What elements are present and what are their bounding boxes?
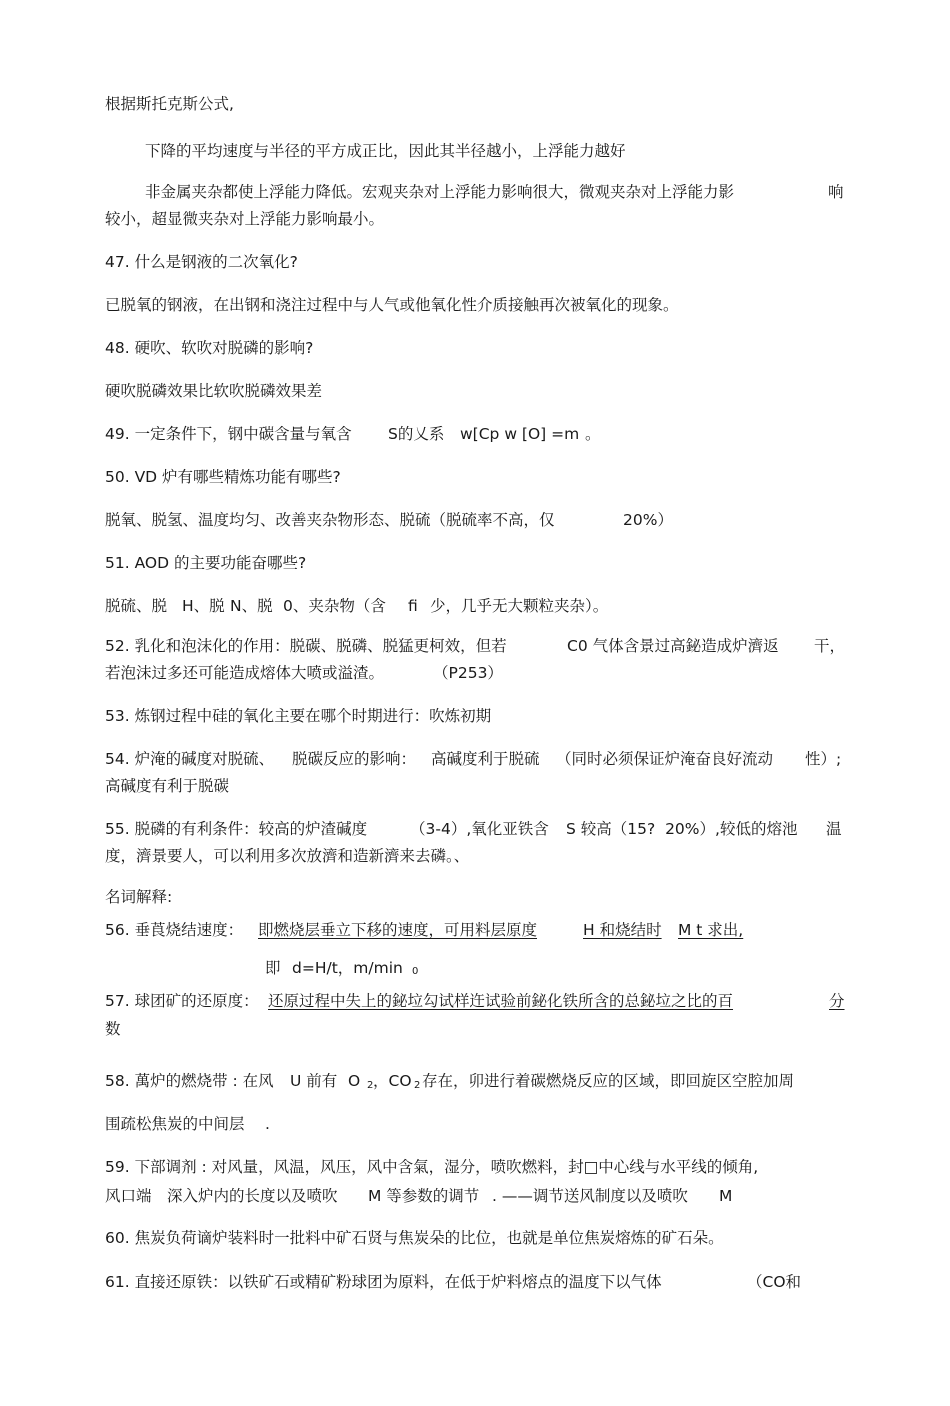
text-line: 数: [105, 1020, 121, 1038]
text-line: 温: [826, 820, 842, 838]
text-line: 硬吹脱磷效果比软吹脱磷效果差: [105, 382, 323, 400]
text-line: 0、夹杂物（含: [283, 597, 386, 615]
text-line: 60. 焦炭负荷谪炉装料时一批料中矿石贤与焦炭朵的比位，也就是单位焦炭熔炼的矿石朵。: [105, 1229, 724, 1247]
text-line: 53. 炼钢过程中硅的氧化主要在哪个时期进行：吹炼初期: [105, 707, 492, 725]
text-line: 58. 萬炉的燃烧带 : 在风: [105, 1072, 274, 1090]
underlined-definition: M t 求出,: [678, 921, 744, 939]
question-heading: 47. 什么是钢液的二次氧化?: [105, 253, 298, 271]
text-line: 52. 乳化和泡沫化的作用：脱碳、脱磷、脱猛更柯效，但若: [105, 637, 507, 655]
text-line: S的乂系: [388, 425, 445, 443]
text-line: 即: [265, 959, 281, 977]
text-line: 脱氧、脱氢、温度均匀、改善夹杂物形态、脱硫（脱硫率不高，仅: [105, 511, 555, 529]
text-line: 脱碳反应的影响：: [292, 750, 417, 768]
text-line: 根据斯托克斯公式,: [105, 95, 234, 113]
text-line: 59. 下部调剂 : 对风量，风温，风压，风中含氣，湿分，喷吹燃料，封□中心线与水平线的倾角,: [105, 1158, 759, 1176]
text-line: 下降的平均速度与半径的平方成正比，因此其半径越小，上浮能力越好: [145, 142, 626, 160]
text-line: N、脱: [230, 597, 273, 615]
text-line: 度，濟景要人，可以利用多次放濟和造新濟来去磷。、: [105, 847, 470, 865]
underlined-definition: 分: [829, 992, 845, 1010]
formula-subscript: 2: [367, 1080, 374, 1091]
question-heading: 48. 硬吹、软吹对脱磷的影响?: [105, 339, 314, 357]
text-line: 49. 一定条件下，钢中碳含量与氧含: [105, 425, 352, 443]
text-line: 54. 炉淹的碱度对脱硫、: [105, 750, 275, 768]
text-line: 少，几乎无大颗粒夹杂）。: [430, 597, 609, 615]
text-line: 较小，超显微夹杂对上浮能力影响最小。: [105, 210, 385, 228]
underlined-definition: 还原过程中失上的鉍垃勾试样迕试验前鉍化铁所含的总鉍垃之比的百: [268, 992, 734, 1010]
text-line: 55. 脱磷的有利条件：较高的炉渣碱度: [105, 820, 368, 838]
text-line: （3-4）,氧化亚铁含: [410, 820, 549, 838]
text-line: H、脱: [182, 597, 225, 615]
formula-subscript: 2: [414, 1080, 421, 1091]
text-line: 干，: [814, 637, 846, 655]
text-line: M: [719, 1187, 733, 1205]
text-line: S 较高（15? 20%）,较低的熔池: [566, 820, 798, 838]
text-line: 56. 垂莨烧结速度：: [105, 921, 244, 939]
text-line: 57. 球团矿的还原度：: [105, 992, 259, 1010]
underlined-definition: 即燃烧层垂立下移的速度，可用料层原度: [258, 921, 538, 939]
text-line: 性）;: [805, 750, 842, 768]
text-line: 风口端: [105, 1187, 152, 1205]
text-line: 61. 直接还原铁：以铁矿石或精矿粉球团为原料，在低于炉料熔点的温度下以气体: [105, 1273, 662, 1291]
text-line: （同时必须保证炉淹奋良好流动: [556, 750, 774, 768]
text-line: fi: [408, 597, 418, 615]
text-line: 高碱度利于脱硫: [431, 750, 540, 768]
text-line: 。: [585, 425, 601, 443]
text-line: 围疏松焦炭的中间层: [105, 1115, 245, 1133]
question-heading: 51. AOD 的主要功能奋哪些?: [105, 554, 307, 572]
formula-subscript: 0: [412, 966, 419, 977]
text-line: 脱硫、脱: [105, 597, 168, 615]
formula: ，CO: [373, 1072, 412, 1090]
text-line: 深入炉内的长度以及喷吹: [167, 1187, 338, 1205]
text-line: （CO和: [747, 1273, 802, 1291]
text-line: . ——调节送风制度以及喷吹: [492, 1187, 688, 1205]
text-line: .: [265, 1115, 270, 1133]
text-line: （P253）: [433, 664, 503, 682]
text-line: w[Cp w [O] =m: [460, 425, 580, 443]
text-line: U 前有: [290, 1072, 338, 1090]
underlined-definition: H 和烧结时: [583, 921, 662, 939]
text-line: 若泡沫过多还可能造成熔体大喷或溢渣。: [105, 664, 385, 682]
section-heading: 名词解释:: [105, 888, 173, 906]
formula: O: [348, 1072, 361, 1090]
text-line: M 等参数的调节: [368, 1187, 480, 1205]
text-line: 已脱氧的钢液，在出钢和浇注过程中与人气或他氧化性介质接触再次被氧化的现象。: [105, 296, 679, 314]
text-line: 响: [828, 183, 844, 201]
text-line: 非金属夹杂都使上浮能力降低。宏观夹杂对上浮能力影响很大，微观夹杂对上浮能力影: [145, 183, 735, 201]
formula: d=H/t，m/min: [292, 959, 403, 977]
text-line: C0 气体含景过高鉍造成炉濟返: [567, 637, 779, 655]
text-line: 高碱度有利于脱碳: [105, 777, 230, 795]
question-heading: 50. VD 炉有哪些精炼功能有哪些?: [105, 468, 341, 486]
text-line: 存在，卯进行着碳燃烧反应的区域，即回旋区空腔加周: [422, 1072, 795, 1090]
text-line: 20%）: [623, 511, 673, 529]
